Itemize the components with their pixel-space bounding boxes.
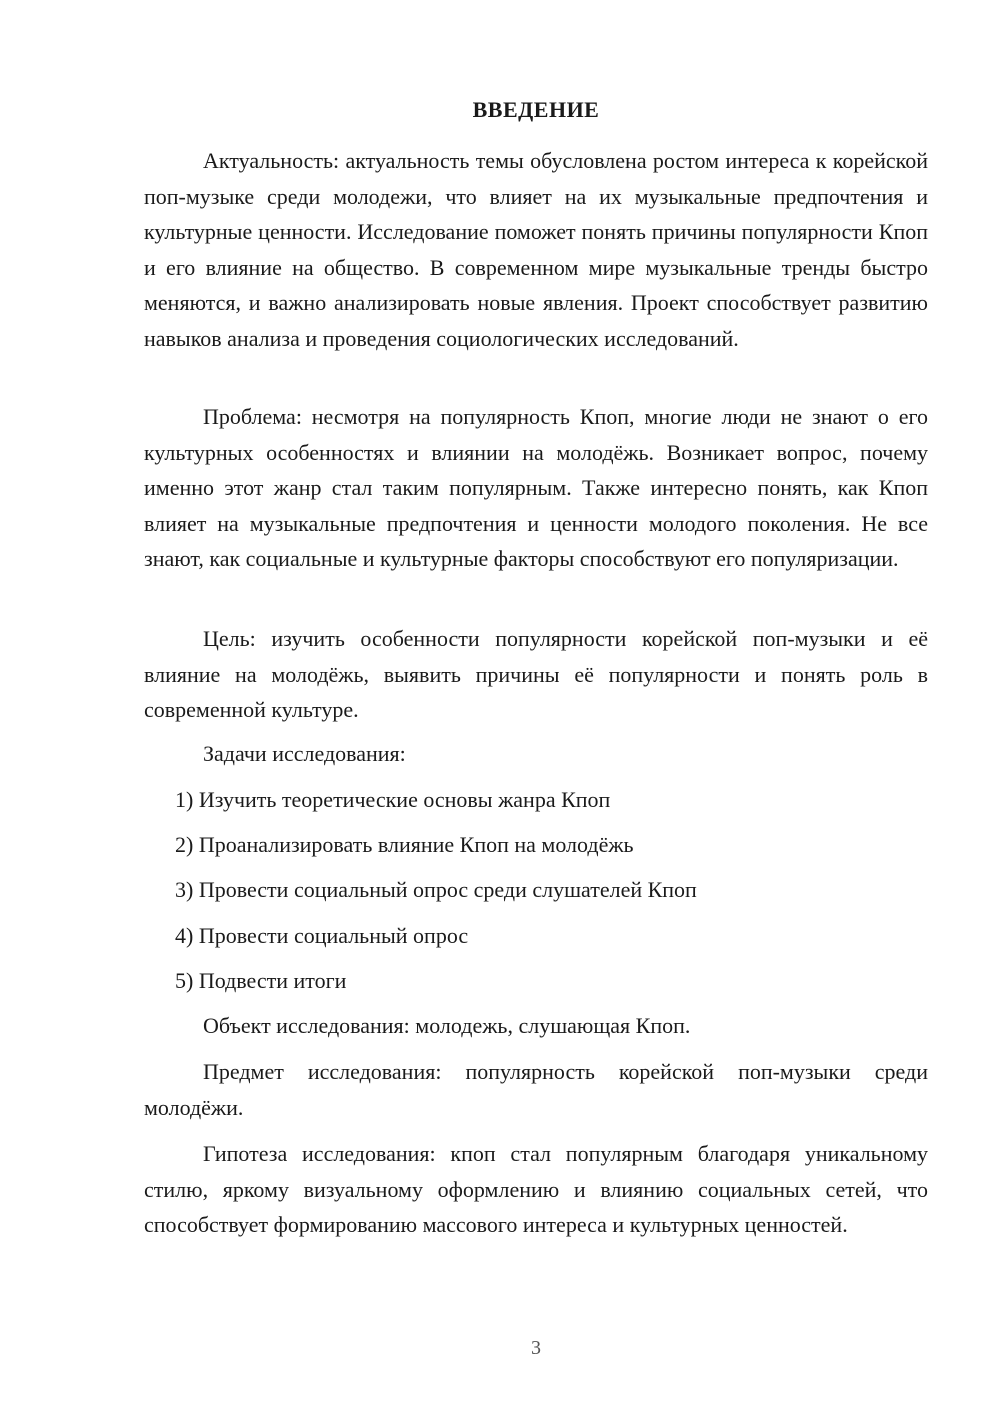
task-item: 1) Изучить теоретические основы жанра Кпоп [175,787,611,812]
subject-paragraph: Предмет исследования: популярность корейской поп-музыки среди молодёжи. [144,1059,928,1120]
task-item: 3) Провести социальный опрос среди слушателей Кпоп [175,877,697,902]
document-page [144,0,928,1414]
object-line: Объект исследования: молодежь, слушающая Кпоп. [203,1013,691,1038]
task-item: 2) Проанализировать влияние Кпоп на молодёжь [175,832,634,857]
hypothesis-paragraph: Гипотеза исследования: кпоп стал популярным благодаря уникальному стилю, яркому визуальному оформлению и влиянию социальных сетей, что способствует формированию массового интереса и культурных ценностей. [144,1141,928,1237]
page-number: 3 [531,1337,541,1359]
section-title: ВВЕДЕНИЕ [472,97,600,122]
task-item: 5) Подвести итоги [175,968,347,993]
goal-paragraph: Цель: изучить особенности популярности корейской поп-музыки и её влияние на молодёжь, выявить причины её популярности и понять роль в современной культуре. [144,626,928,722]
relevance-paragraph: Актуальность: актуальность темы обусловлена ростом интереса к корейской поп-музыке среди молодежи, что влияет на их музыкальные предпочтения и культурные ценности. Исследование поможет понять причины популярности Кпоп и его влияние на общество. В современном мире музыкальные тренды быстро меняются, и важно анализировать новые явления. Проект способствует развитию навыков анализа и проведения социологических исследований. [144,148,928,351]
tasks-heading: Задачи исследования: [203,741,406,766]
task-item: 4) Провести социальный опрос [175,923,469,948]
problem-paragraph: Проблема: несмотря на популярность Кпоп, многие люди не знают о его культурных особенностях и влиянии на молодёжь. Возникает вопрос, почему именно этот жанр стал таким популярным. Также интересно понять, как Кпоп влияет на музыкальные предпочтения и ценности молодого поколения. Не все знают, как социальные и культурные факторы способствуют его популяризации. [144,404,928,571]
